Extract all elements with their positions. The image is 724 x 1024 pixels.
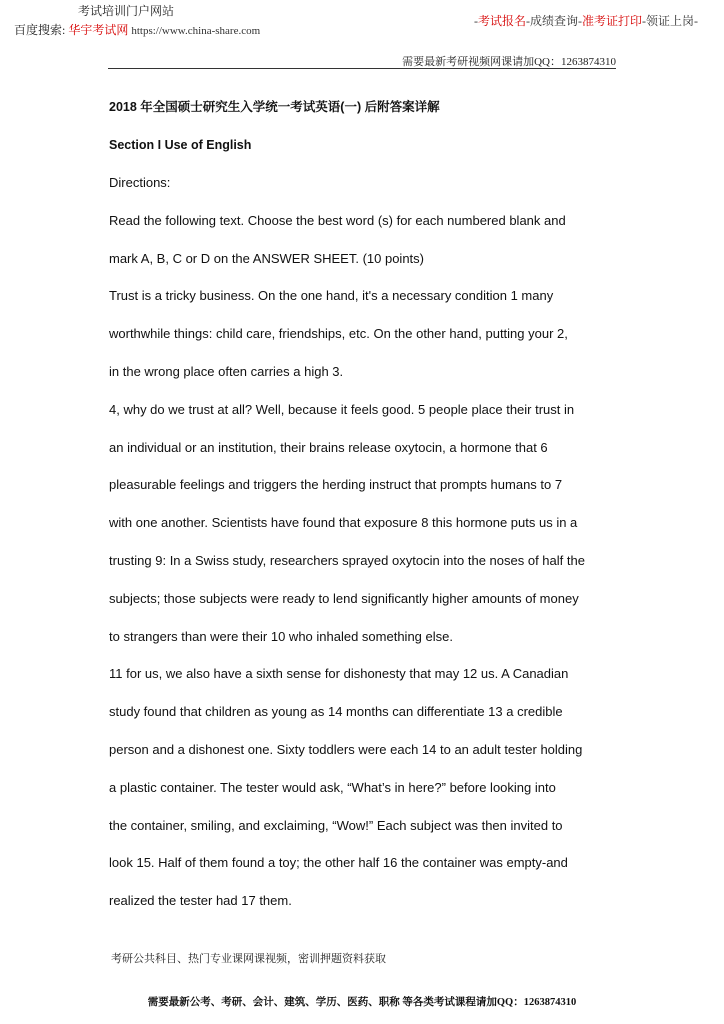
nav-separator: - bbox=[525, 14, 530, 28]
footer-promo: 考研公共科目、热门专业课网课视频，密训押题资料获取 bbox=[111, 953, 386, 965]
text-line: 11 for us, we also have a sixth sense for dishonesty that may 12 us. A Canadian bbox=[109, 666, 569, 682]
passage bbox=[109, 172, 624, 928]
top-nav bbox=[474, 12, 698, 29]
text-line: Trust is a tricky business. On the one hand, it's a necessary condition 1 many bbox=[109, 288, 554, 304]
nav-separator: - bbox=[473, 14, 478, 28]
text-line: 4, why do we trust at all? Well, because it feels good. 5 people place their trust in bbox=[109, 401, 575, 417]
text-line: subjects; those subjects were ready to lend significantly higher amounts of money bbox=[109, 590, 579, 606]
document-body bbox=[109, 96, 624, 928]
nav-admit-link[interactable]: 准考证打印 bbox=[581, 14, 642, 28]
search-brand-link[interactable]: 华宇考试网 bbox=[68, 23, 129, 37]
text-line: Directions: bbox=[109, 175, 171, 190]
nav-signup-link[interactable]: 考试报名 bbox=[477, 14, 526, 28]
nav-scores-link[interactable]: 成绩查询 bbox=[529, 14, 578, 28]
text-line: person and a dishonest one. Sixty toddlers were each 14 to an adult tester holding bbox=[109, 741, 583, 757]
footer-contact: 需要最新公考、考研、会计、建筑、学历、医药、职称 等各类考试课程请加QQ：1263874310 bbox=[147, 997, 577, 1008]
nav-separator: - bbox=[641, 14, 646, 28]
text-line: with one another. Scientists have found that exposure 8 this hormone puts us in a bbox=[109, 515, 578, 531]
text-line: worthwhile things: child care, friendships, etc. On the other hand, putting your 2, bbox=[109, 326, 568, 342]
nav-cert-link[interactable]: 领证上岗 bbox=[645, 14, 694, 28]
text-line: study found that children as young as 14 months can differentiate 13 a credible bbox=[109, 704, 563, 720]
site-name: 考试培训门户网站 bbox=[78, 4, 175, 18]
nav-separator: - bbox=[694, 14, 698, 28]
text-line: trusting 9: In a Swiss study, researchers sprayed oxytocin into the noses of half the bbox=[109, 552, 585, 568]
text-line: Read the following text. Choose the best word (s) for each numbered blank and bbox=[109, 212, 566, 228]
text-line: the container, smiling, and exclaiming, “Wow!” Each subject was then invited to bbox=[109, 817, 563, 833]
page-title: 2018 年全国硕士研究生入学统一考试英语(一) 后附答案详解 bbox=[109, 100, 440, 114]
text-line: mark A, B, C or D on the ANSWER SHEET. (10 points) bbox=[109, 250, 424, 266]
section-heading: Section I Use of English bbox=[109, 138, 252, 152]
nav-separator: - bbox=[577, 14, 582, 28]
text-line: look 15. Half of them found a toy; the other half 16 the container was empty-and bbox=[109, 855, 568, 871]
search-hint bbox=[14, 21, 260, 38]
text-line: to strangers than were their 10 who inhaled something else. bbox=[109, 628, 453, 644]
text-line: pleasurable feelings and triggers the herding instruct that prompts humans to 7 bbox=[109, 477, 563, 493]
search-prefix: 百度搜索: bbox=[14, 23, 66, 37]
text-line: in the wrong place often carries a high 3. bbox=[109, 363, 344, 379]
header-divider bbox=[108, 68, 616, 69]
site-url-link[interactable]: https://www.china-share.com bbox=[131, 25, 261, 37]
text-line: realized the tester had 17 them. bbox=[109, 893, 292, 909]
text-line: an individual or an institution, their brains release oxytocin, a hormone that 6 bbox=[109, 439, 548, 455]
text-line: a plastic container. The tester would ask, “What’s in here?” before looking into bbox=[109, 779, 556, 795]
qq-notice: 需要最新考研视频网课请加QQ：1263874310 bbox=[402, 56, 616, 68]
